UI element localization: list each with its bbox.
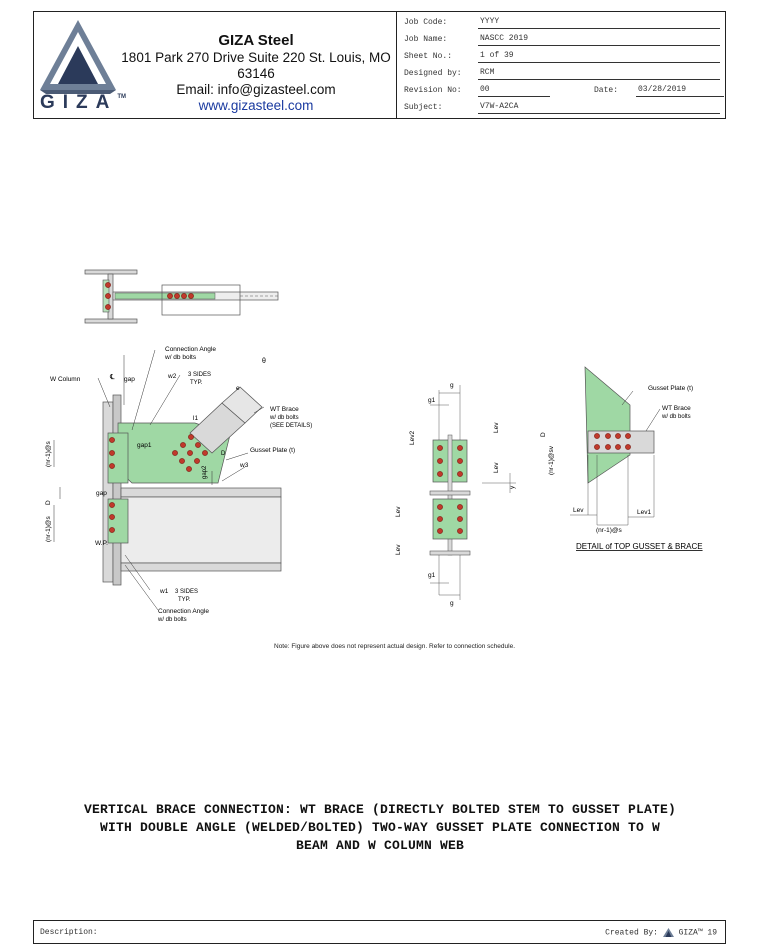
svg-text:w/ db bolts: w/ db bolts bbox=[270, 415, 299, 421]
sheet-value: 1 of 39 bbox=[478, 49, 720, 63]
svg-text:gap2: gap2 bbox=[202, 465, 208, 479]
company-email: Email: info@gizasteel.com bbox=[176, 82, 336, 97]
section-view bbox=[395, 382, 516, 607]
label-theta: θ bbox=[262, 358, 266, 365]
title-fields bbox=[398, 12, 726, 118]
company-address: 1801 Park 270 Drive Suite 220 St. Louis, MO 63146 bbox=[121, 50, 391, 81]
svg-text:e: e bbox=[236, 385, 240, 392]
svg-text:w1: w1 bbox=[160, 588, 169, 595]
label-w-column: W Column bbox=[50, 376, 81, 383]
svg-text:(nr-1)@sv: (nr-1)@sv bbox=[548, 446, 555, 475]
svg-text:w/ db bolts: w/ db bolts bbox=[662, 414, 691, 420]
label-nr-s-top: (nr-1)@s bbox=[45, 441, 52, 467]
svg-text:gap: gap bbox=[124, 376, 135, 383]
svg-text:w3: w3 bbox=[240, 462, 249, 469]
svg-text:3 SIDES: 3 SIDES bbox=[175, 589, 199, 595]
label-connection-angle-top: Connection Angle bbox=[165, 346, 216, 353]
company-info bbox=[116, 32, 396, 114]
svg-text:gap1: gap1 bbox=[137, 442, 152, 449]
field-sheet: Sheet No.: 1 of 39 bbox=[398, 49, 726, 65]
company-website-link[interactable]: www.gizasteel.com bbox=[198, 98, 314, 113]
label-gusset-plate-detail: Gusset Plate (t) bbox=[648, 385, 694, 392]
label-connection-angle-bottom: Connection Angle bbox=[158, 608, 209, 615]
label-gusset-plate: Gusset Plate (t) bbox=[250, 447, 296, 454]
logo-wordmark: GIZA™ bbox=[40, 92, 127, 113]
svg-text:Lev: Lev bbox=[493, 462, 500, 473]
label-wt-brace: WT Brace bbox=[270, 406, 299, 413]
svg-text:g1: g1 bbox=[428, 572, 436, 579]
subject-value: V7W-A2CA bbox=[478, 100, 720, 114]
detail-title: DETAIL of TOP GUSSET & BRACE bbox=[576, 542, 703, 551]
svg-text:Lev: Lev bbox=[573, 507, 584, 514]
svg-text:w/ db bolts: w/ db bolts bbox=[165, 354, 197, 361]
label-nr-s-bottom: (nr-1)@s bbox=[45, 516, 52, 542]
created-by: Created By: GIZA™ 19 bbox=[605, 928, 717, 938]
svg-text:Lev2: Lev2 bbox=[409, 430, 416, 445]
main-elevation bbox=[45, 346, 312, 623]
drawing-caption: VERTICAL BRACE CONNECTION: WT BRACE (DIRECTLY BOLTED STEM TO GUSSET PLATE) WITH DOUBLE ANGLE (WELDED/BOLTED) TWO-WAY GUSSET PLATE CONNECTION TO W BEAM AND W COLUMN WEB bbox=[83, 802, 677, 853]
field-job-name: Job Name: NASCC 2019 bbox=[398, 32, 726, 48]
svg-text:g: g bbox=[450, 382, 454, 389]
field-revision: Revision No: 00 Date: 03/28/2019 bbox=[398, 83, 726, 99]
gusset-detail bbox=[540, 367, 703, 551]
svg-text:TYP.: TYP. bbox=[178, 597, 191, 603]
job-name-value: NASCC 2019 bbox=[478, 32, 720, 46]
giza-logo-icon bbox=[38, 18, 118, 96]
job-code-value: YYYY bbox=[478, 15, 720, 29]
description-label: Description: bbox=[40, 928, 98, 937]
svg-text:Lev: Lev bbox=[395, 506, 402, 517]
svg-text:(SEE DETAILS): (SEE DETAILS) bbox=[270, 423, 313, 429]
svg-text:w2: w2 bbox=[168, 373, 177, 380]
svg-text:3 SIDES: 3 SIDES bbox=[188, 372, 212, 378]
footer-bar bbox=[33, 920, 726, 944]
field-subject: Subject: V7W-A2CA bbox=[398, 100, 726, 116]
revision-value: 00 bbox=[478, 83, 550, 97]
label-wp: W.P. bbox=[95, 540, 108, 547]
giza-small-logo-icon bbox=[663, 928, 674, 937]
title-block bbox=[33, 11, 726, 119]
field-job-code: Job Code: YYYY bbox=[398, 15, 726, 31]
svg-text:g1: g1 bbox=[428, 397, 436, 404]
label-centerline: ℄ bbox=[110, 374, 115, 381]
designed-by-value: RCM bbox=[478, 66, 720, 80]
svg-text:Lev: Lev bbox=[395, 544, 402, 555]
svg-text:(nr-1)@s: (nr-1)@s bbox=[596, 527, 622, 534]
svg-text:g: g bbox=[450, 600, 454, 607]
svg-text:D: D bbox=[45, 500, 52, 505]
connection-drawing bbox=[40, 255, 720, 665]
svg-text:D: D bbox=[540, 432, 547, 437]
top-plan-view bbox=[85, 270, 278, 323]
svg-text:w/ db bolts: w/ db bolts bbox=[158, 617, 187, 623]
svg-text:TYP.: TYP. bbox=[190, 380, 203, 386]
svg-text:y: y bbox=[509, 485, 516, 489]
company-name: GIZA Steel bbox=[218, 32, 294, 49]
svg-text:gap: gap bbox=[96, 490, 107, 497]
label-wt-brace-detail: WT Brace bbox=[662, 405, 691, 412]
logo-area bbox=[34, 12, 397, 118]
svg-text:l1: l1 bbox=[193, 415, 199, 422]
label-d-brace: D bbox=[221, 451, 226, 457]
svg-text:Lev1: Lev1 bbox=[637, 509, 652, 516]
date-value: 03/28/2019 bbox=[636, 83, 724, 97]
drawing-note: Note: Figure above does not represent actual design. Refer to connection schedule. bbox=[274, 643, 516, 650]
field-designed-by: Designed by: RCM bbox=[398, 66, 726, 82]
svg-text:Lev: Lev bbox=[493, 422, 500, 433]
